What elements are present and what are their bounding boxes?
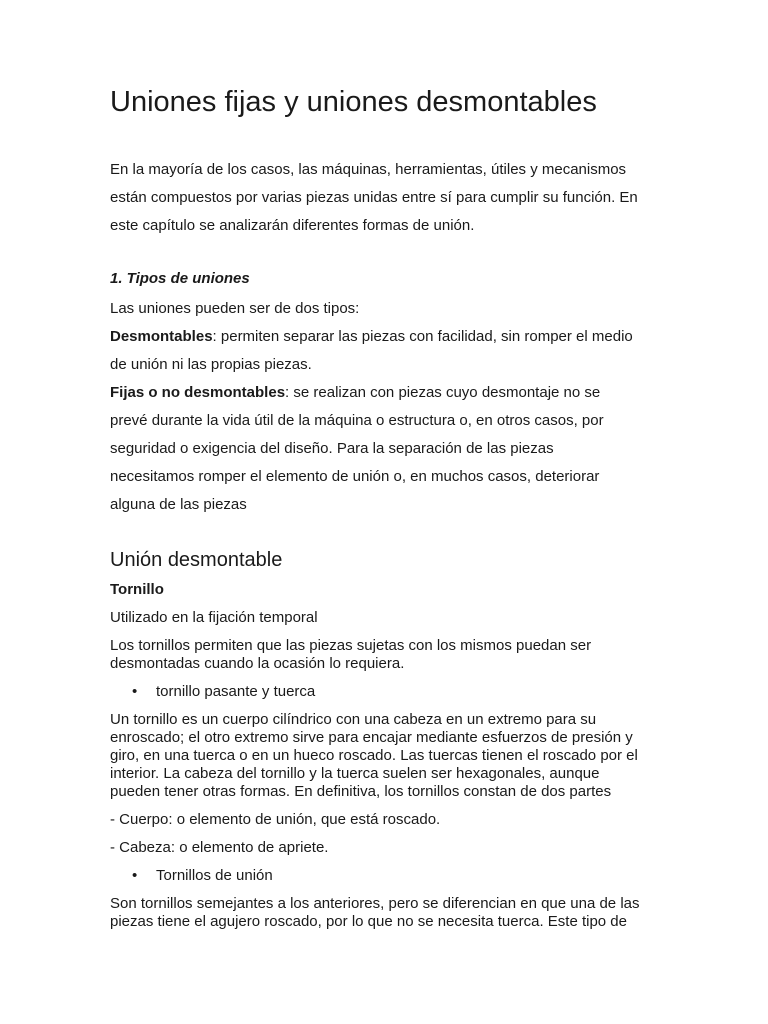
tipos-intro: Las uniones pueden ser de dos tipos: xyxy=(110,300,360,317)
section-union-desmontable-body xyxy=(110,581,670,941)
desmontables-line-2: de unión ni las propias piezas. xyxy=(110,356,312,373)
paragraph-line: Son tornillos semejantes a los anteriores, pero se diferencian en que una de las xyxy=(110,895,640,912)
paragraph-line: piezas tiene el agujero roscado, por lo que no se necesita tuerca. Este tipo de xyxy=(110,913,627,930)
fijas-line: alguna de las piezas xyxy=(110,496,247,513)
desmontables-text: : permiten separar las piezas con facilidad, sin romper el medio xyxy=(212,328,633,345)
desmontables-term: Desmontables xyxy=(110,328,213,345)
fijas-line xyxy=(110,379,670,407)
intro-line: este capítulo se analizarán diferentes formas de unión. xyxy=(110,217,475,234)
paragraph-line: enroscado; el otro extremo sirve para encajar mediante esfuerzos de presión y xyxy=(110,729,633,746)
desmontables-line xyxy=(110,323,670,351)
paragraph xyxy=(110,895,670,931)
paragraph: Utilizado en la fijación temporal xyxy=(110,609,318,626)
paragraph-line: desmontadas cuando la ocasión lo requiera. xyxy=(110,655,405,672)
paragraph-cuerpo: - Cuerpo: o elemento de unión, que está roscado. xyxy=(110,811,441,828)
paragraph-line: giro, en una tuerca o en un hueco roscado. Las tuercas tienen el roscado por el xyxy=(110,747,638,764)
paragraph-line: pueden tener otras formas. En definitiva, los tornillos constan de dos partes xyxy=(110,783,612,800)
fijas-line: necesitamos romper el elemento de unión o, en muchos casos, deteriorar xyxy=(110,468,600,485)
section-heading-union-desmontable: Unión desmontable xyxy=(110,549,283,571)
list-item xyxy=(110,683,670,701)
subheading-tornillo: Tornillo xyxy=(110,581,164,598)
fijas-line: prevé durante la vida útil de la máquina o estructura o, en otros casos, por xyxy=(110,412,604,429)
paragraph xyxy=(110,637,670,673)
list-item-text: tornillo pasante y tuerca xyxy=(156,683,316,700)
list-item-text: Tornillos de unión xyxy=(156,867,273,884)
paragraph-line: interior. La cabeza del tornillo y la tuerca suelen ser hexagonales, aunque xyxy=(110,765,600,782)
intro-paragraph xyxy=(110,156,670,240)
intro-line: están compuestos por varias piezas unidas entre sí para cumplir su función. En xyxy=(110,189,638,206)
paragraph xyxy=(110,711,670,801)
section-tipos-body xyxy=(110,295,670,519)
bullet-icon: • xyxy=(132,867,138,884)
paragraph-line: Un tornillo es un cuerpo cilíndrico con una cabeza en un extremo para su xyxy=(110,711,597,728)
paragraph-cabeza: - Cabeza: o elemento de apriete. xyxy=(110,839,329,856)
fijas-line: seguridad o exigencia del diseño. Para la separación de las piezas xyxy=(110,440,554,457)
list-item xyxy=(110,867,670,885)
section-heading-tipos: 1. Tipos de uniones xyxy=(110,270,250,287)
paragraph-line: Los tornillos permiten que las piezas sujetas con los mismos puedan ser xyxy=(110,637,592,654)
intro-line: En la mayoría de los casos, las máquinas, herramientas, útiles y mecanismos xyxy=(110,161,627,178)
bullet-icon: • xyxy=(132,683,138,700)
page-title: Uniones fijas y uniones desmontables xyxy=(110,86,597,118)
fijas-term: Fijas o no desmontables xyxy=(110,384,286,401)
fijas-text: : se realizan con piezas cuyo desmontaje no se xyxy=(285,384,601,401)
